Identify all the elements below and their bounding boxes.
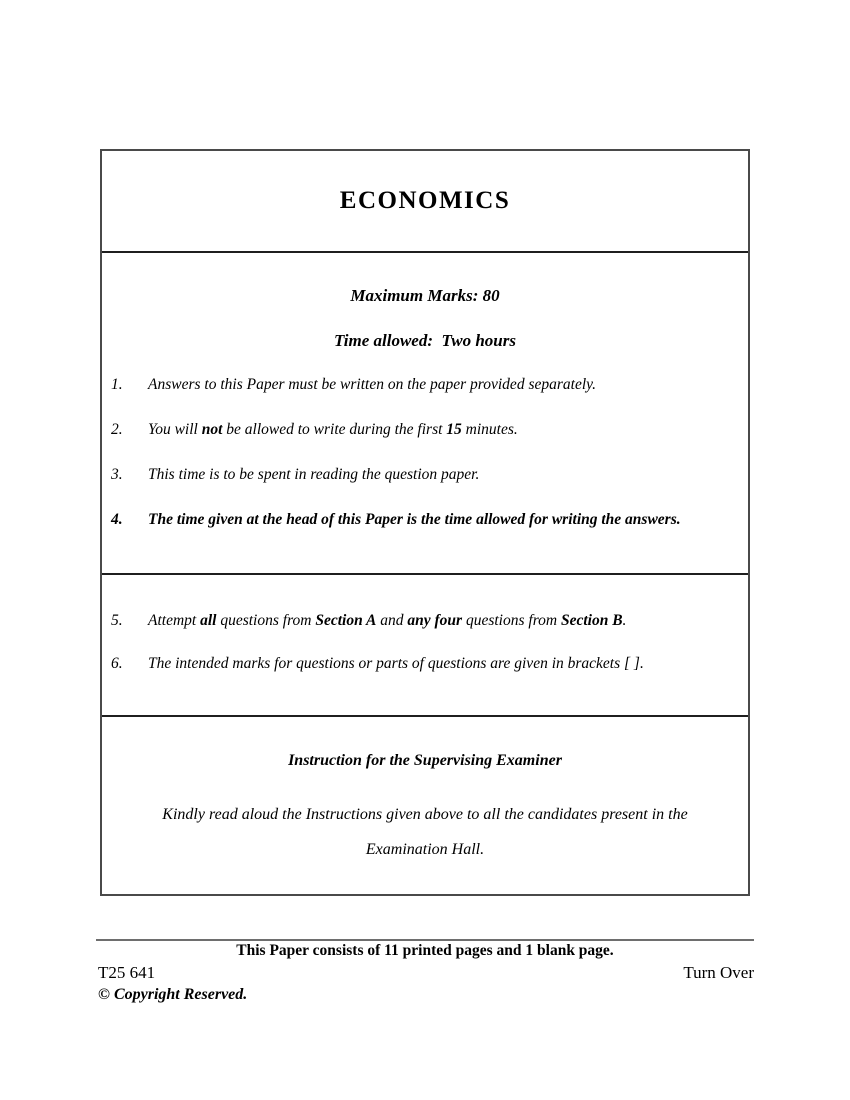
supervising-examiner-section [102, 717, 748, 892]
turn-over-label: Turn Over [683, 963, 754, 982]
supervising-examiner-body: Kindly read aloud the Instructions given above to all the candidates present in the Examination Hall. [162, 806, 688, 858]
instruction-number: 3. [111, 466, 123, 483]
paper-code: T25 641 [98, 963, 156, 982]
instruction-number: 2. [111, 421, 123, 438]
pages-note: This Paper consists of 11 printed pages and 1 blank page. [236, 942, 614, 959]
instruction-text: The intended marks for questions or parts of questions are given in brackets [ ]. [148, 655, 644, 672]
supervising-examiner-heading: Instruction for the Supervising Examiner [288, 752, 562, 769]
instruction-item-1 [102, 375, 748, 395]
instruction-text: Answers to this Paper must be written on the paper provided separately. [148, 376, 597, 393]
instruction-number: 4. [111, 511, 123, 528]
copyright-notice: © Copyright Reserved. [98, 986, 248, 1003]
title-section [102, 151, 748, 253]
instruction-item-3 [102, 465, 748, 485]
time-allowed-line: Time allowed: Two hours [334, 331, 516, 350]
instruction-text: This time is to be spent in reading the question paper. [148, 466, 480, 483]
general-instructions-section [102, 253, 748, 575]
instruction-item-2 [102, 420, 748, 440]
instruction-number: 5. [111, 612, 123, 629]
instruction-item-5 [102, 611, 748, 631]
instruction-item-4 [102, 510, 748, 530]
page-footer [96, 939, 754, 1005]
exam-paper-box [100, 149, 750, 896]
max-marks-line: Maximum Marks: 80 [350, 286, 500, 305]
attempt-instructions-section [102, 575, 748, 717]
instruction-number: 6. [111, 655, 123, 672]
page-title: ECONOMICS [339, 187, 511, 214]
instruction-text: The time given at the head of this Paper is the time allowed for writing the answers. [148, 511, 681, 528]
instruction-number: 1. [111, 376, 123, 393]
instruction-text: You will not be allowed to write during the first 15 minutes. [148, 421, 518, 438]
instruction-text: Attempt all questions from Section A and any four questions from Section B. [148, 612, 627, 629]
instruction-item-6 [102, 654, 748, 674]
footer-code-row [96, 963, 754, 983]
